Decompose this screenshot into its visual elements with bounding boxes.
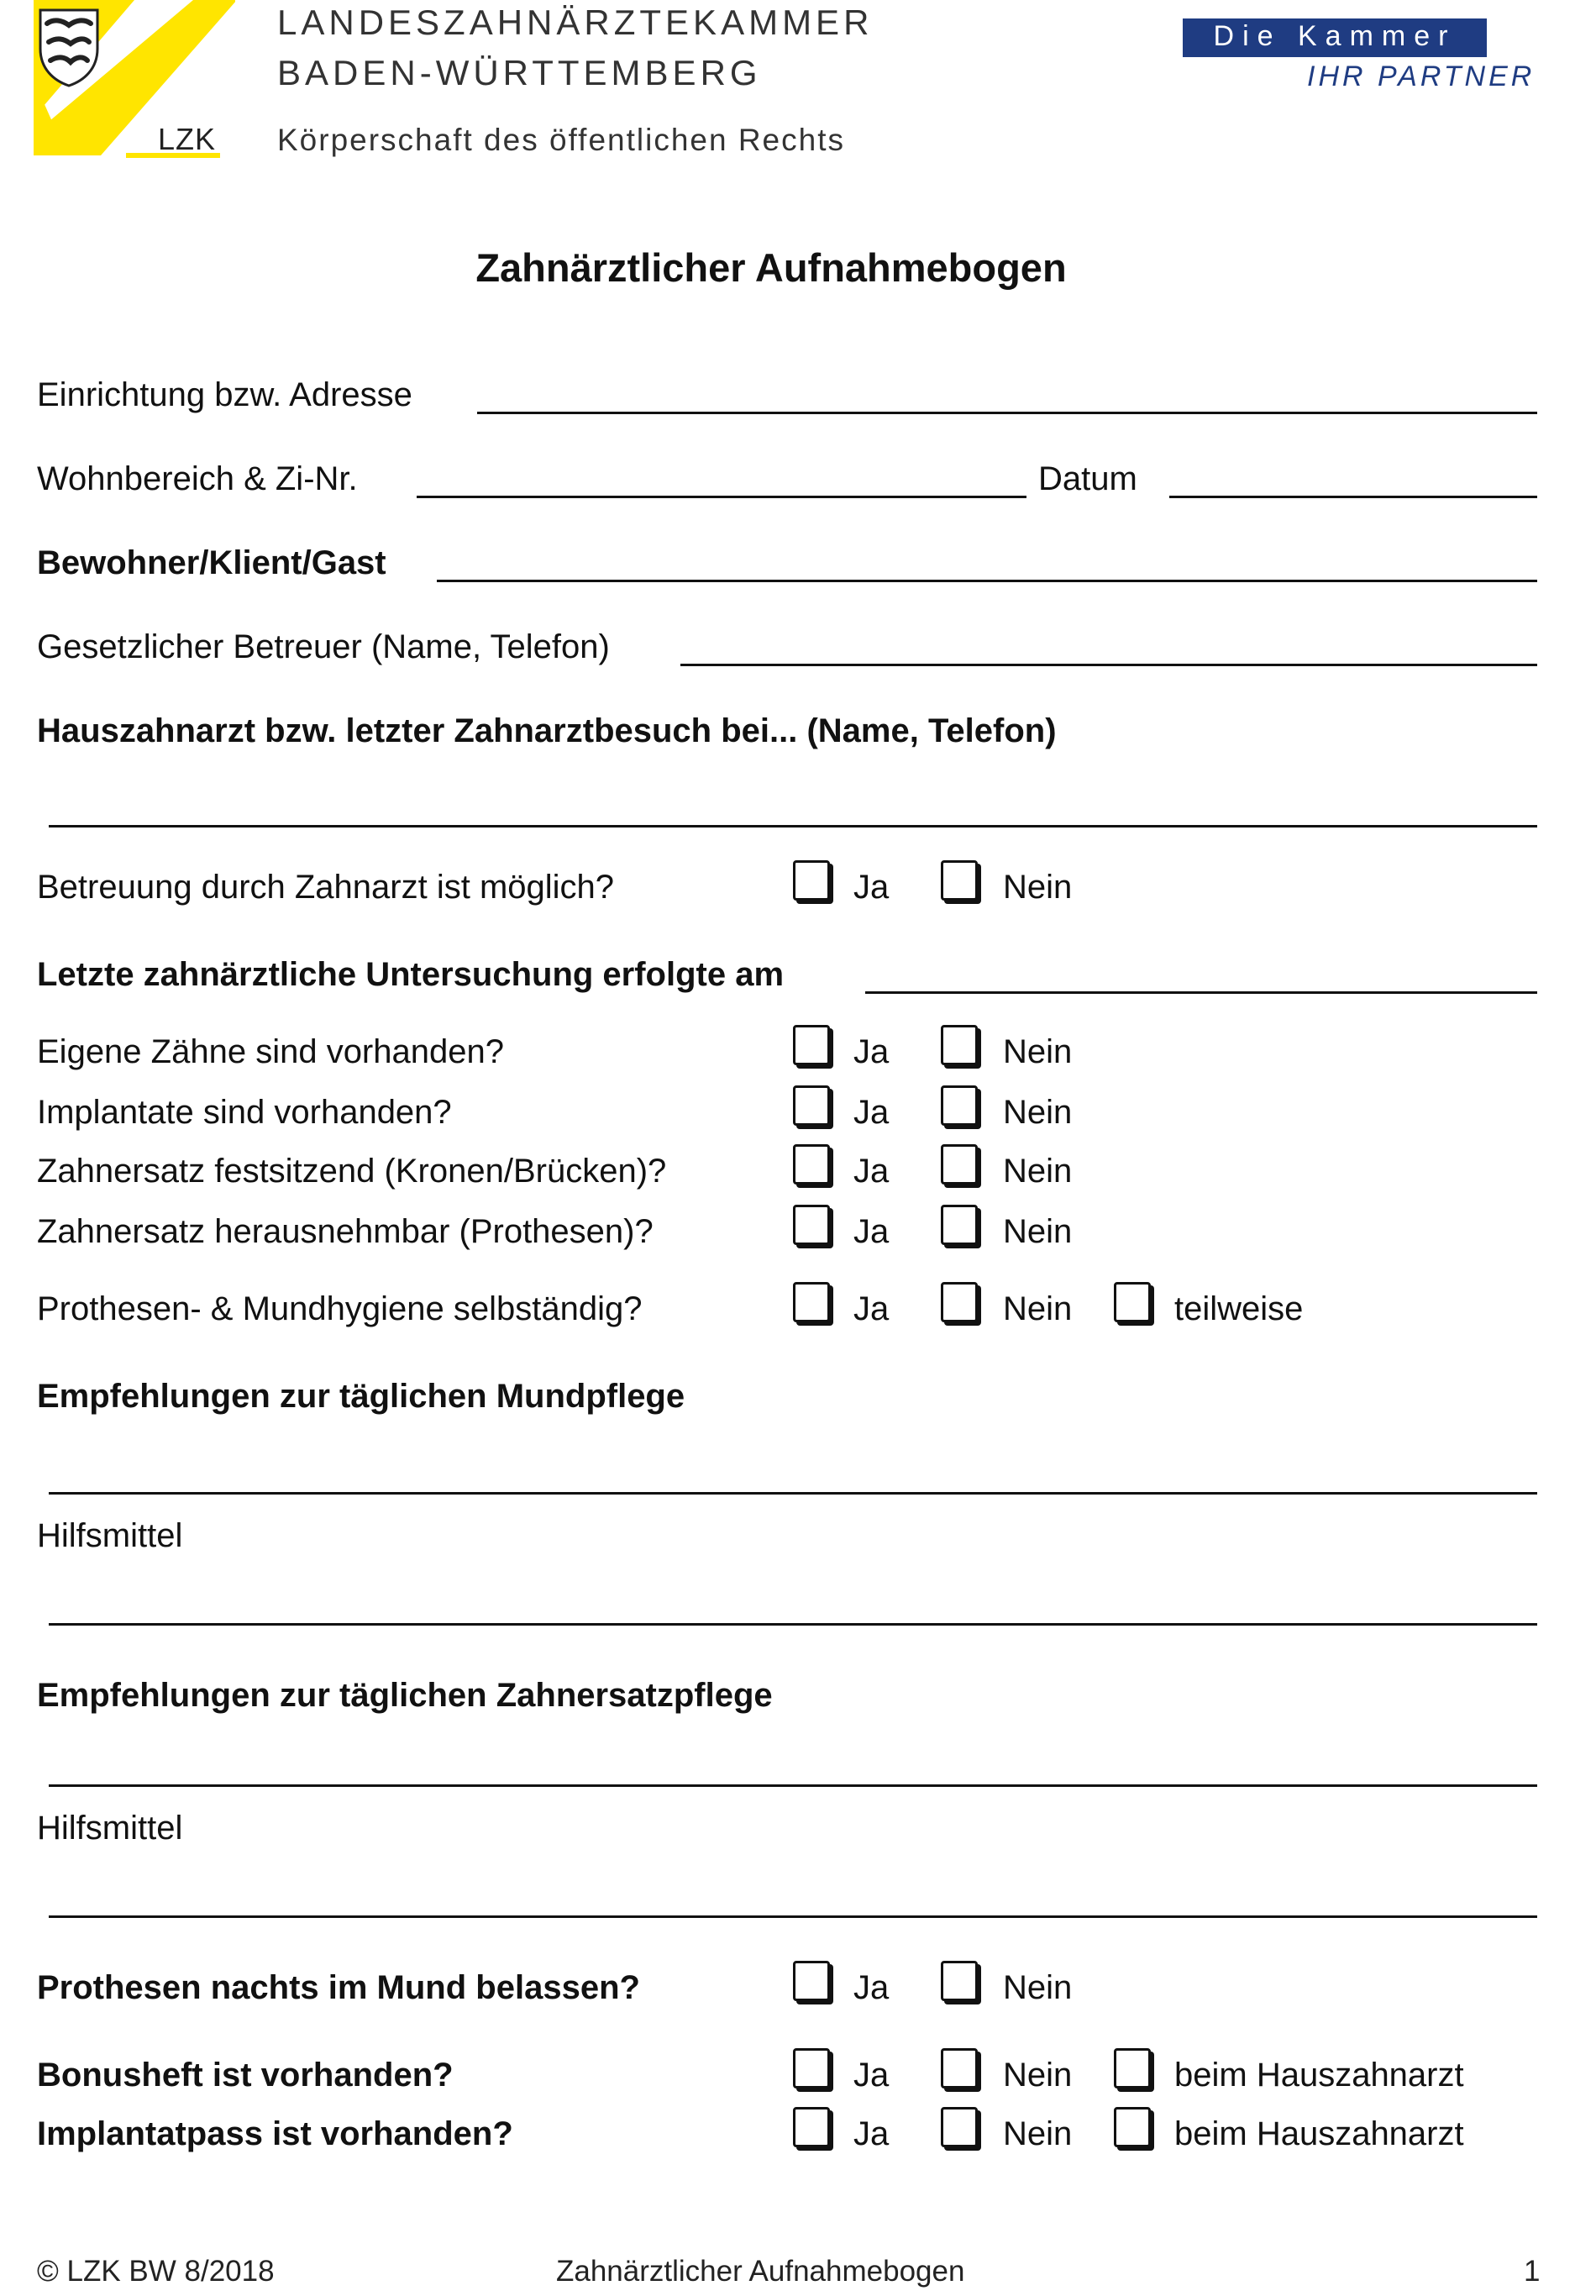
implantatpass-nein-label: Nein <box>1003 2115 1073 2152</box>
nachts-nein-label: Nein <box>1003 1969 1073 2006</box>
question-betreuung: Betreuung durch Zahnarzt ist möglich? <box>37 869 615 906</box>
logo-abbr: LZK <box>158 122 217 156</box>
implantatpass-ja-label: Ja <box>853 2115 890 2152</box>
question-festsitzend: Zahnersatz festsitzend (Kronen/Brücken)? <box>37 1153 667 1190</box>
datum-line[interactable] <box>1169 496 1537 498</box>
einrichtung-line[interactable] <box>477 412 1537 414</box>
section-zahnersatzpflege: Empfehlungen zur täglichen Zahnersatzpflege <box>37 1677 773 1714</box>
nachts-ja-label: Ja <box>853 1969 890 2006</box>
herausnehmbar-nein-label: Nein <box>1003 1213 1073 1250</box>
nachts-ja-checkbox[interactable] <box>793 1961 830 2001</box>
slogan-bottom: IHR PARTNER <box>1307 60 1536 92</box>
festsitzend-ja-checkbox[interactable] <box>793 1144 830 1185</box>
eigene-zaehne-ja-label: Ja <box>853 1033 890 1070</box>
question-nachts: Prothesen nachts im Mund belassen? <box>37 1969 640 2006</box>
festsitzend-ja-label: Ja <box>853 1153 890 1190</box>
eigene-zaehne-ja-checkbox[interactable] <box>793 1025 830 1065</box>
herausnehmbar-nein-checkbox[interactable] <box>941 1205 978 1245</box>
betreuer-line[interactable] <box>680 664 1537 666</box>
document-title: Zahnärztlicher Aufnahmebogen <box>475 245 1067 290</box>
bonusheft-nein-checkbox[interactable] <box>941 2048 978 2088</box>
wohnbereich-line[interactable] <box>417 496 1026 498</box>
hygiene-ja-checkbox[interactable] <box>793 1282 830 1322</box>
bonusheft-hauszahnarzt-checkbox[interactable] <box>1114 2048 1151 2088</box>
label-hauszahnarzt: Hauszahnarzt bzw. letzter Zahnarztbesuch bei... (Name, Telefon) <box>37 712 1057 749</box>
question-eigene-zaehne: Eigene Zähne sind vorhanden? <box>37 1033 504 1070</box>
footer-page-number: 1 <box>1524 2255 1541 2288</box>
betreuung-ja-checkbox[interactable] <box>793 860 830 901</box>
bonusheft-ja-label: Ja <box>853 2057 890 2094</box>
hygiene-teilweise-label: teilweise <box>1174 1290 1304 1327</box>
implantate-ja-checkbox[interactable] <box>793 1085 830 1126</box>
implantate-nein-label: Nein <box>1003 1094 1073 1131</box>
label-einrichtung: Einrichtung bzw. Adresse <box>37 376 412 413</box>
betreuung-nein-label: Nein <box>1003 869 1073 906</box>
label-hilfsmittel-mundpflege: Hilfsmittel <box>37 1517 183 1554</box>
hygiene-teilweise-checkbox[interactable] <box>1114 1282 1151 1322</box>
bewohner-line[interactable] <box>437 580 1537 582</box>
hilfsmittel-zahnersatzpflege-line[interactable] <box>49 1915 1537 1918</box>
hilfsmittel-mundpflege-line[interactable] <box>49 1623 1537 1626</box>
nachts-nein-checkbox[interactable] <box>941 1961 978 2001</box>
org-legal-form: Körperschaft des öffentlichen Rechts <box>277 123 845 157</box>
hygiene-nein-checkbox[interactable] <box>941 1282 978 1322</box>
label-bewohner: Bewohner/Klient/Gast <box>37 544 386 581</box>
eigene-zaehne-nein-label: Nein <box>1003 1033 1073 1070</box>
letzte-untersuchung-line[interactable] <box>865 991 1537 994</box>
herausnehmbar-ja-checkbox[interactable] <box>793 1205 830 1245</box>
implantatpass-hauszahnarzt-checkbox[interactable] <box>1114 2107 1151 2147</box>
bonusheft-ja-checkbox[interactable] <box>793 2048 830 2088</box>
implantatpass-ja-checkbox[interactable] <box>793 2107 830 2147</box>
eigene-zaehne-nein-checkbox[interactable] <box>941 1025 978 1065</box>
implantatpass-hauszahnarzt-label: beim Hauszahnarzt <box>1174 2115 1464 2152</box>
festsitzend-nein-label: Nein <box>1003 1153 1073 1190</box>
hygiene-ja-label: Ja <box>853 1290 890 1327</box>
question-herausnehmbar: Zahnersatz herausnehmbar (Prothesen)? <box>37 1213 654 1250</box>
festsitzend-nein-checkbox[interactable] <box>941 1144 978 1185</box>
label-betreuer: Gesetzlicher Betreuer (Name, Telefon) <box>37 628 610 665</box>
mundpflege-line[interactable] <box>49 1492 1537 1495</box>
org-name-line2: BADEN-WÜRTTEMBERG <box>277 53 762 92</box>
implantatpass-nein-checkbox[interactable] <box>941 2107 978 2147</box>
question-implantatpass: Implantatpass ist vorhanden? <box>37 2115 513 2152</box>
bonusheft-hauszahnarzt-label: beim Hauszahnarzt <box>1174 2057 1464 2094</box>
hauszahnarzt-line[interactable] <box>49 825 1537 828</box>
implantate-ja-label: Ja <box>853 1094 890 1131</box>
footer-copyright: © LZK BW 8/2018 <box>37 2255 275 2288</box>
bonusheft-nein-label: Nein <box>1003 2057 1073 2094</box>
question-implantate: Implantate sind vorhanden? <box>37 1094 452 1131</box>
org-name-line1: LANDESZAHNÄRZTEKAMMER <box>277 3 874 42</box>
section-mundpflege: Empfehlungen zur täglichen Mundpflege <box>37 1378 685 1415</box>
label-letzte-untersuchung: Letzte zahnärztliche Untersuchung erfolgte am <box>37 956 785 993</box>
label-hilfsmittel-zahnersatzpflege: Hilfsmittel <box>37 1810 183 1847</box>
hygiene-nein-label: Nein <box>1003 1290 1073 1327</box>
implantate-nein-checkbox[interactable] <box>941 1085 978 1126</box>
label-datum: Datum <box>1038 460 1137 497</box>
zahnersatzpflege-line[interactable] <box>49 1784 1537 1787</box>
slogan-top: Die Kammer <box>1213 20 1457 52</box>
coat-of-arms-icon <box>37 7 101 87</box>
footer-title: Zahnärztlicher Aufnahmebogen <box>556 2255 965 2288</box>
betreuung-nein-checkbox[interactable] <box>941 860 978 901</box>
question-hygiene: Prothesen- & Mundhygiene selbständig? <box>37 1290 643 1327</box>
herausnehmbar-ja-label: Ja <box>853 1213 890 1250</box>
betreuung-ja-label: Ja <box>853 869 890 906</box>
question-bonusheft: Bonusheft ist vorhanden? <box>37 2057 454 2094</box>
label-wohnbereich: Wohnbereich & Zi-Nr. <box>37 460 358 497</box>
